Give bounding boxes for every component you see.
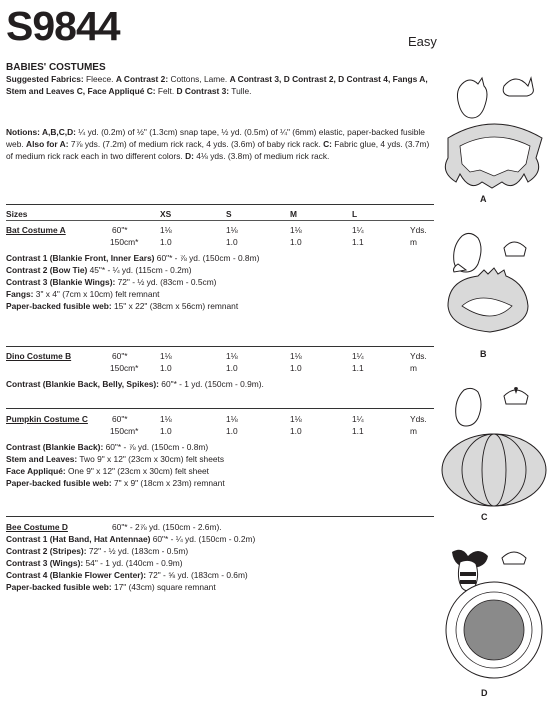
bee-requirement-line [6,546,188,557]
section-title: BABIES' COSTUMES [6,62,106,73]
pumpkin-r1-u: Yds. [410,414,427,424]
pumpkin-requirement-label: Contrast (Blankie Back): [6,442,104,452]
dino-r2-xs: 1.0 [160,363,172,373]
figure-c-label: C [481,512,488,522]
dino-costume-title: Dino Costume B [6,351,72,361]
bat-requirement-value: 15" x 22" (38cm x 56cm) remnant [111,301,239,311]
bee-requirement-line [6,534,255,545]
sizes-header-label: Sizes [6,209,28,219]
pumpkin-requirement-line [6,466,209,477]
bat-r1-l: 1¼ [352,225,364,235]
dino-r1-w: 60"* [112,351,128,361]
bat-requirement-label: Contrast 2 (Bow Tie) [6,265,88,275]
dino-r1-u: Yds. [410,351,427,361]
bat-requirement-value: 45"* - ¼ yd. (115cm - 0.2m) [87,265,192,275]
dino-r2-u: m [410,363,417,373]
bee-requirement-label: Contrast 1 (Hat Band, Hat Antennae) [6,534,151,544]
suggested-fragment: Felt. [155,85,177,96]
bee-requirement-value: 72" - ⅝ yd. (183cm - 0.6m) [146,570,248,580]
pumpkin-r1-s: 1⅛ [226,414,238,424]
bee-requirement-label: Paper-backed fusible web: [6,582,112,592]
bee-illustration [440,544,550,684]
suggested-fragment: A Contrast 2: [115,74,169,84]
suggested-fragment: Tulle. [229,85,252,96]
bee-requirement-value: 72" - ½ yd. (183cm - 0.5m) [86,546,189,556]
bee-requirement-label: Contrast 3 (Wings): [6,558,84,568]
pumpkin-r1-w: 60"* [112,414,128,424]
dino-r2-m: 1.0 [290,363,302,373]
bee-requirement-label: Contrast 2 (Stripes): [6,546,87,556]
bat-r2-w: 150cm* [110,237,139,247]
pumpkin-requirement-value: One 9" x 12" (23cm x 30cm) felt sheet [65,466,209,476]
bee-requirement-line [6,582,216,593]
figure-b-label: B [480,349,487,359]
bat-requirement-label: Paper-backed fusible web: [6,301,112,311]
pumpkin-requirement-label: Paper-backed fusible web: [6,478,112,488]
pumpkin-requirement-line [6,478,225,489]
notions-fragment: 4⅛ yds. (3.8m) of medium rick rack. [193,150,330,161]
bat-r1-m: 1⅛ [290,225,302,235]
bee-requirement-value: 54" - 1 yd. (140cm - 0.9m) [83,558,183,568]
bee-requirement-value: 60"* - ¼ yd. (150cm - 0.2m) [150,534,256,544]
pattern-number: S9844 [6,3,120,49]
bat-requirement-value: 72" - ½ yd. (83cm - 0.5cm) [115,277,217,287]
figure-a-label: A [480,194,487,204]
pumpkin-requirement-value: 60"* - ⅞ yd. (150cm - 0.8m) [103,442,209,452]
notions-fragment: D: [185,150,194,161]
pumpkin-r2-u: m [410,426,417,436]
pumpkin-illustration [440,384,550,514]
pumpkin-r2-w: 150cm* [110,426,139,436]
size-l-header: L [352,209,358,219]
suggested-fragment: Fleece. [83,74,116,84]
bat-r2-m: 1.0 [290,237,302,247]
table-top-rule [6,204,434,205]
bee-costume-title: Bee Costume D [6,522,68,532]
bee-requirement-line [6,558,183,569]
dino-requirement-line [6,379,264,390]
bee-requirement-line [6,570,248,581]
bat-r1-u: Yds. [410,225,427,235]
bat-r1-w: 60"* [112,225,128,235]
pumpkin-requirement-value: 7" x 9" (18cm x 23m) remnant [111,478,225,488]
bat-requirement-value: 60"* - ⅞ yd. (150cm - 0.8m) [154,253,260,263]
pumpkin-costume-title: Pumpkin Costume C [6,414,88,424]
dino-r1-xs: 1⅛ [160,351,172,361]
pumpkin-r2-s: 1.0 [226,426,238,436]
bee-requirement-value: 17" (43cm) square remnant [111,582,216,592]
bat-requirement-label: Fangs: [6,289,34,299]
bat-r1-s: 1⅛ [226,225,238,235]
suggested-fragment: Cottons, Lame. [168,74,230,84]
notions-paragraph [6,127,436,162]
bat-requirement-line [6,253,259,264]
dino-r1-m: 1⅛ [290,351,302,361]
bat-illustration [440,62,550,212]
bee-requirement-label: Contrast 4 (Blankie Flower Center): [6,570,147,580]
pumpkin-requirement-line [6,454,224,465]
notions-fragment: C: [323,138,332,149]
figure-d-label: D [481,688,488,698]
dino-requirement-label: Contrast (Blankie Back, Belly, Spikes): [6,379,159,389]
bat-r2-l: 1.1 [352,237,364,247]
suggested-fragment: D Contrast 3: [176,85,230,96]
difficulty-label: Easy [408,34,437,49]
pumpkin-requirement-label: Face Appliqué: [6,466,66,476]
suggested-label: Suggested Fabrics: [6,74,84,84]
notions-fragment: Also for A: [26,138,69,149]
notions-text [6,127,429,161]
bat-r2-xs: 1.0 [160,237,172,247]
pumpkin-rule [6,408,434,409]
bat-requirement-line [6,301,238,312]
pumpkin-requirement-line [6,442,208,453]
dino-r2-l: 1.1 [352,363,364,373]
pumpkin-r1-l: 1¼ [352,414,364,424]
pumpkin-requirement-label: Stem and Leaves: [6,454,78,464]
dino-rule [6,346,434,347]
pumpkin-r2-m: 1.0 [290,426,302,436]
bat-costume-title: Bat Costume A [6,225,66,235]
bee-main-yardage: 60"* - 2⅞ yd. (150cm - 2.6m). [112,522,222,532]
notions-fragment: Notions: A,B,C,D: [6,127,76,137]
bat-requirement-label: Contrast 1 (Blankie Front, Inner Ears) [6,253,155,263]
pumpkin-r1-xs: 1⅛ [160,414,172,424]
bat-requirement-line [6,289,159,300]
notions-fragment: 7⅞ yds. (7.2m) of medium rick rack, 4 yds. (3.6m) of baby rick rack. [68,138,324,149]
notions-fragment: Fabric glue, 4 yds. (3.7m) of medium rick rack each in two different colors. [6,138,430,161]
dino-r2-s: 1.0 [226,363,238,373]
dino-r2-w: 150cm* [110,363,139,373]
size-xs-header: XS [160,209,172,219]
size-s-header: S [226,209,232,219]
bat-requirement-line [6,265,192,276]
suggested-fabrics [6,74,436,98]
bat-r1-xs: 1⅛ [160,225,172,235]
dino-illustration [440,228,550,348]
dino-r1-s: 1⅛ [226,351,238,361]
bat-requirement-value: 3" x 4" (7cm x 10cm) felt remnant [33,289,160,299]
size-m-header: M [290,209,297,219]
header-rule [6,220,434,221]
dino-requirement-value: 60"* - 1 yd. (150cm - 0.9m). [158,379,264,389]
pumpkin-r2-l: 1.1 [352,426,364,436]
bee-rule [6,516,434,517]
bat-r2-u: m [410,237,417,247]
suggested-fragment: A Contrast 3, D Contrast 2, D Contrast 4, Fangs A, Stem and Leaves C, Face Appliqué C: [6,74,428,96]
notions-fragment: ¼ yd. (0.2m) of ½" (1.3cm) snap tape, ½ yd. (0.5m) of ¼" (6mm) elastic, paper-backed fusible web. [6,127,425,149]
bat-requirement-label: Contrast 3 (Blankie Wings): [6,277,116,287]
dino-r1-l: 1¼ [352,351,364,361]
bat-requirement-line [6,277,216,288]
pumpkin-r1-m: 1⅛ [290,414,302,424]
pumpkin-requirement-value: Two 9" x 12" (23cm x 30cm) felt sheets [77,454,225,464]
bat-r2-s: 1.0 [226,237,238,247]
pumpkin-r2-xs: 1.0 [160,426,172,436]
